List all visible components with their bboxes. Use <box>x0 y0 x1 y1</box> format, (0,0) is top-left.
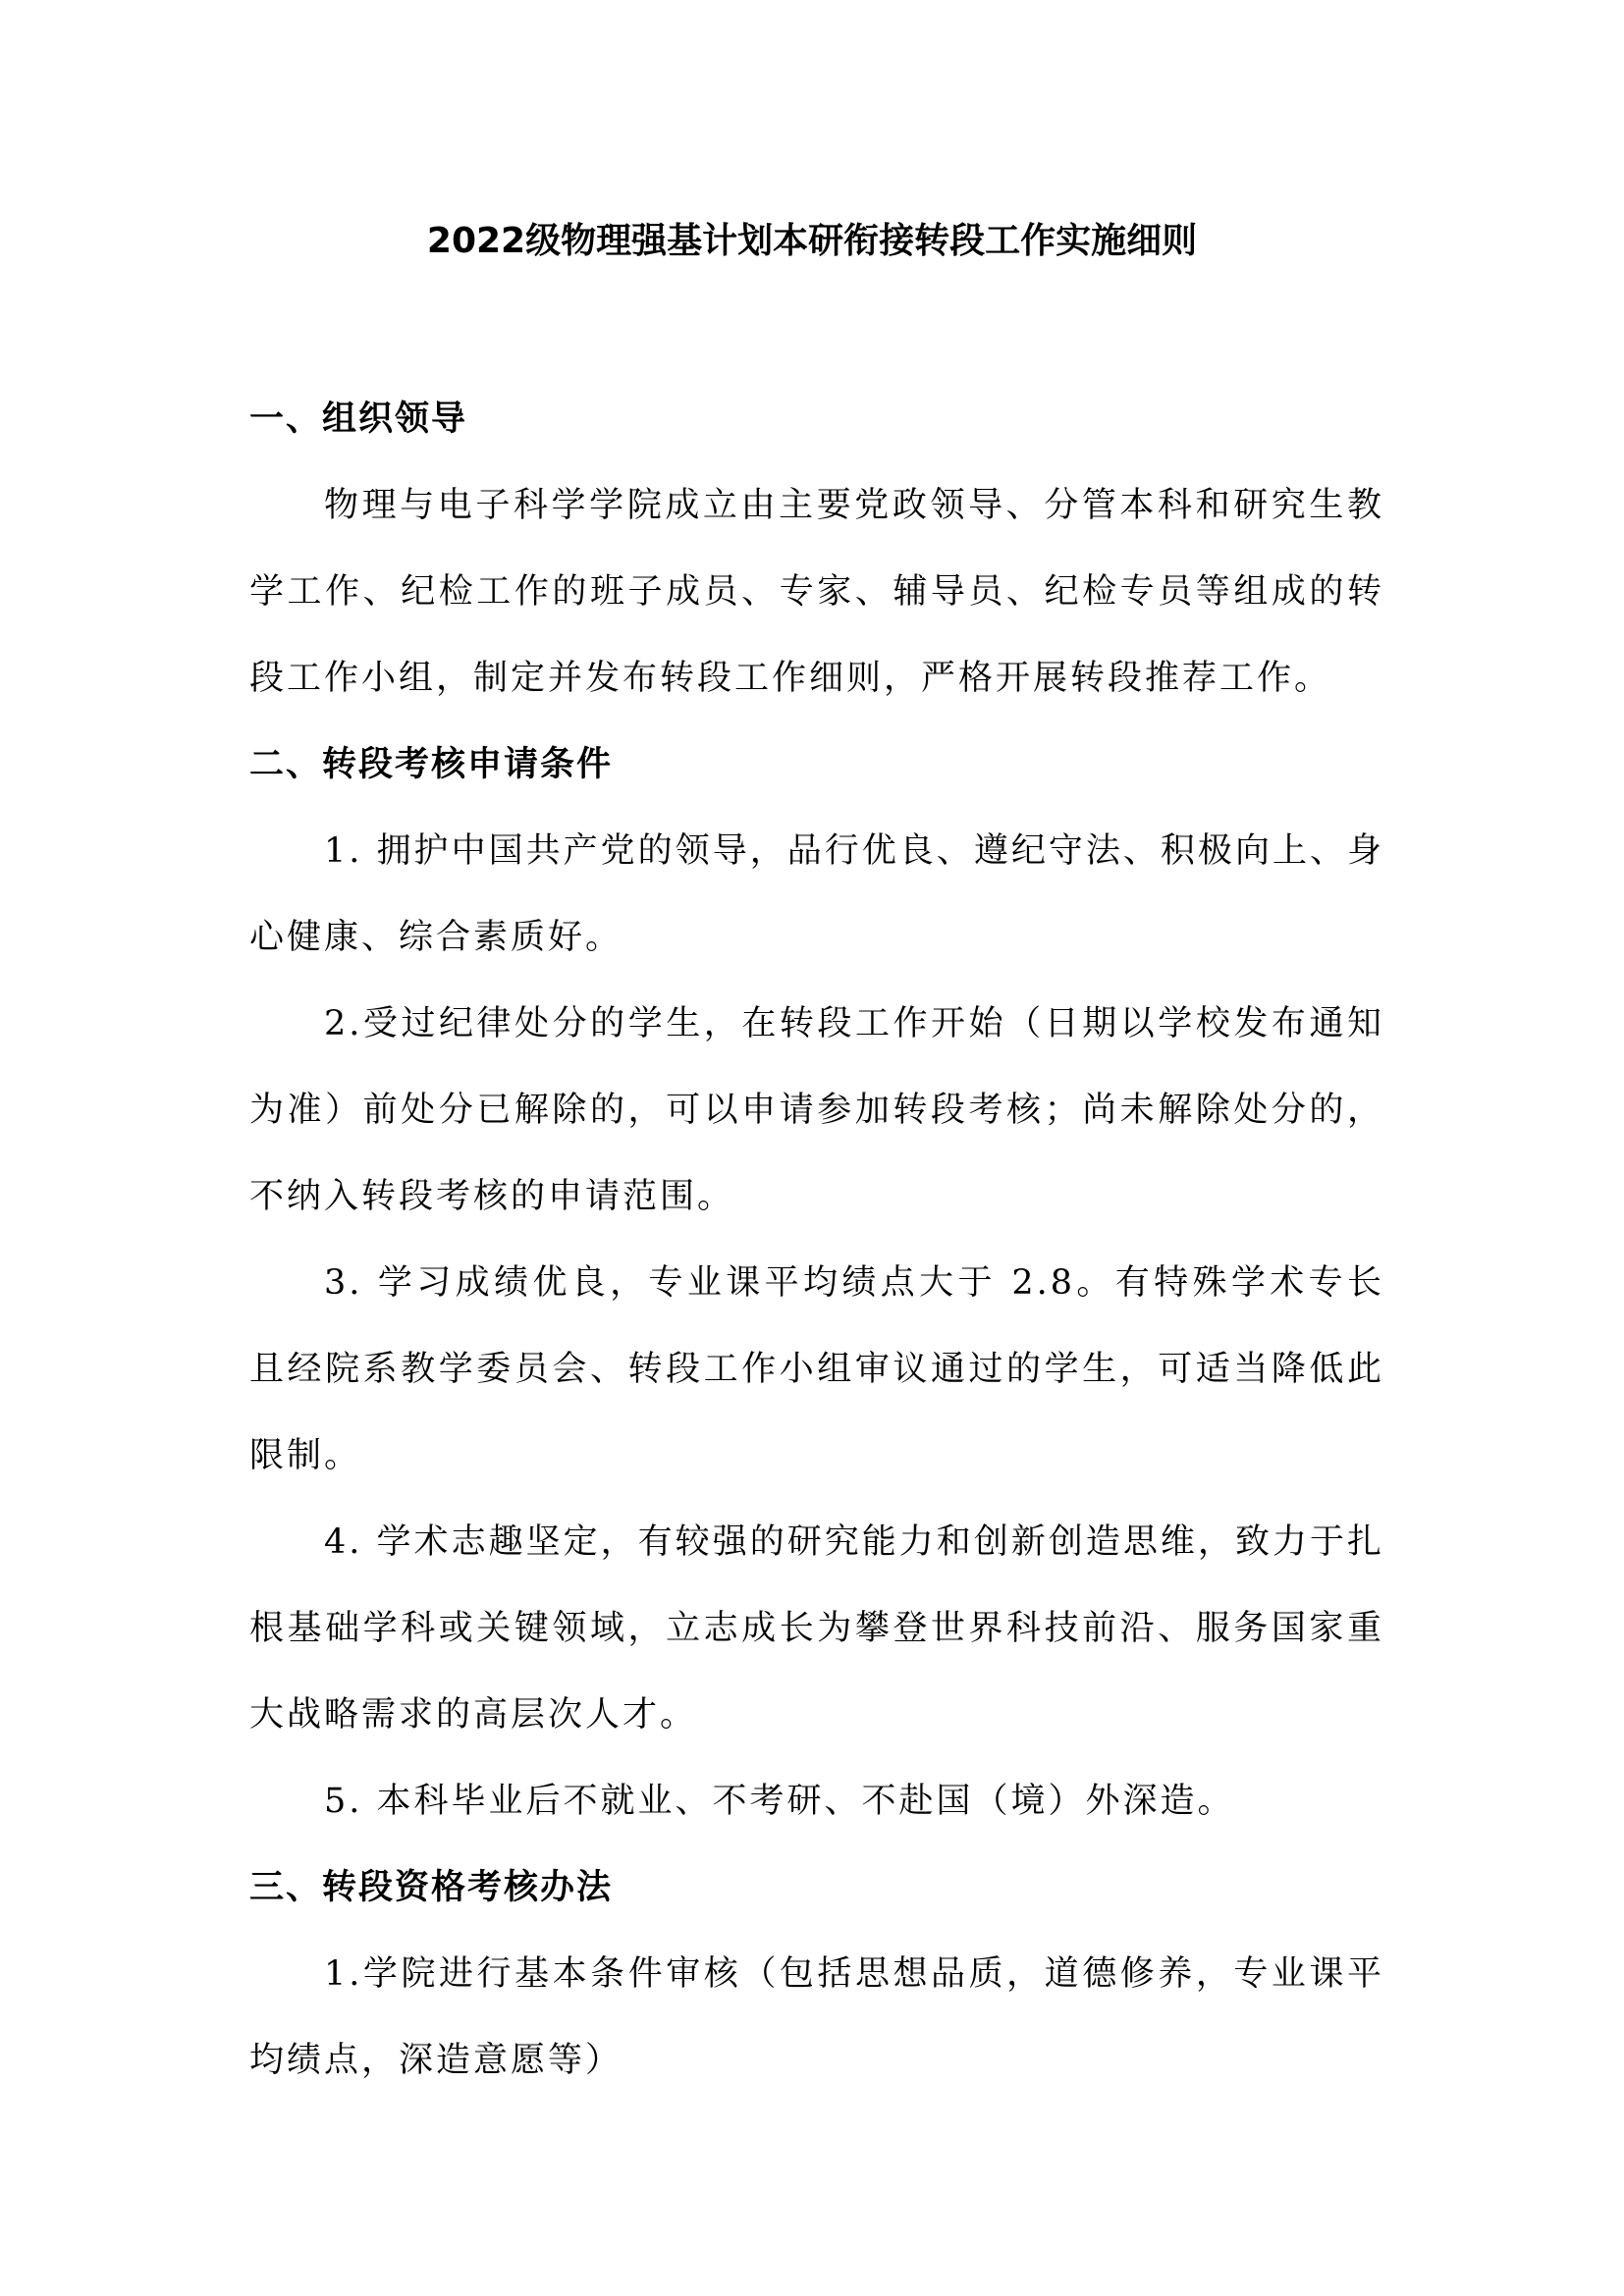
paragraph: 1.学院进行基本条件审核（包括思想品质，道德修养，专业课平均绩点，深造意愿等） <box>249 1954 1384 2080</box>
section-heading: 三、转段资格考核办法 <box>249 1868 614 1907</box>
section-application-conditions <box>249 721 1384 1844</box>
paragraph: 物理与电子科学学院成立由主要党政领导、分管本科和研究生教学工作、纪检工作的班子成员、专家、辅导员、纪检专员等组成的转段工作小组，制定并发布转段工作细则，严格开展转段推荐工作。 <box>249 486 1384 698</box>
section-assessment-methods <box>249 1844 1384 2104</box>
paragraph: 3. 学习成绩优良，专业课平均绩点大于 2.8。有特殊学术专长且经院系教学委员会、转段工作小组审议通过的学生，可适当降低此限制。 <box>249 1263 1384 1475</box>
document-title: 2022级物理强基计划本研衔接转段工作实施细则 <box>426 221 1198 261</box>
paragraph: 1. 拥护中国共产党的领导，品行优良、遵纪守法、积极向上、身心健康、综合素质好。 <box>249 831 1384 957</box>
section-heading: 二、转段考核申请条件 <box>249 745 614 784</box>
paragraph: 5. 本科毕业后不就业、不考研、不赴国（境）外深造。 <box>324 1782 1235 1821</box>
section-organization <box>249 376 1384 721</box>
section-heading: 一、组织领导 <box>249 400 468 439</box>
paragraph: 2.受过纪律处分的学生，在转段工作开始（日期以学校发布通知为准）前处分已解除的，可以申请参加转段考核；尚未解除处分的，不纳入转段考核的申请范围。 <box>249 1004 1384 1216</box>
paragraph: 4. 学术志趣坚定，有较强的研究能力和创新创造思维，致力于扎根基础学科或关键领域，立志成长为攀登世界科技前沿、服务国家重大战略需求的高层次人才。 <box>249 1522 1384 1735</box>
document-body <box>249 376 1384 2104</box>
